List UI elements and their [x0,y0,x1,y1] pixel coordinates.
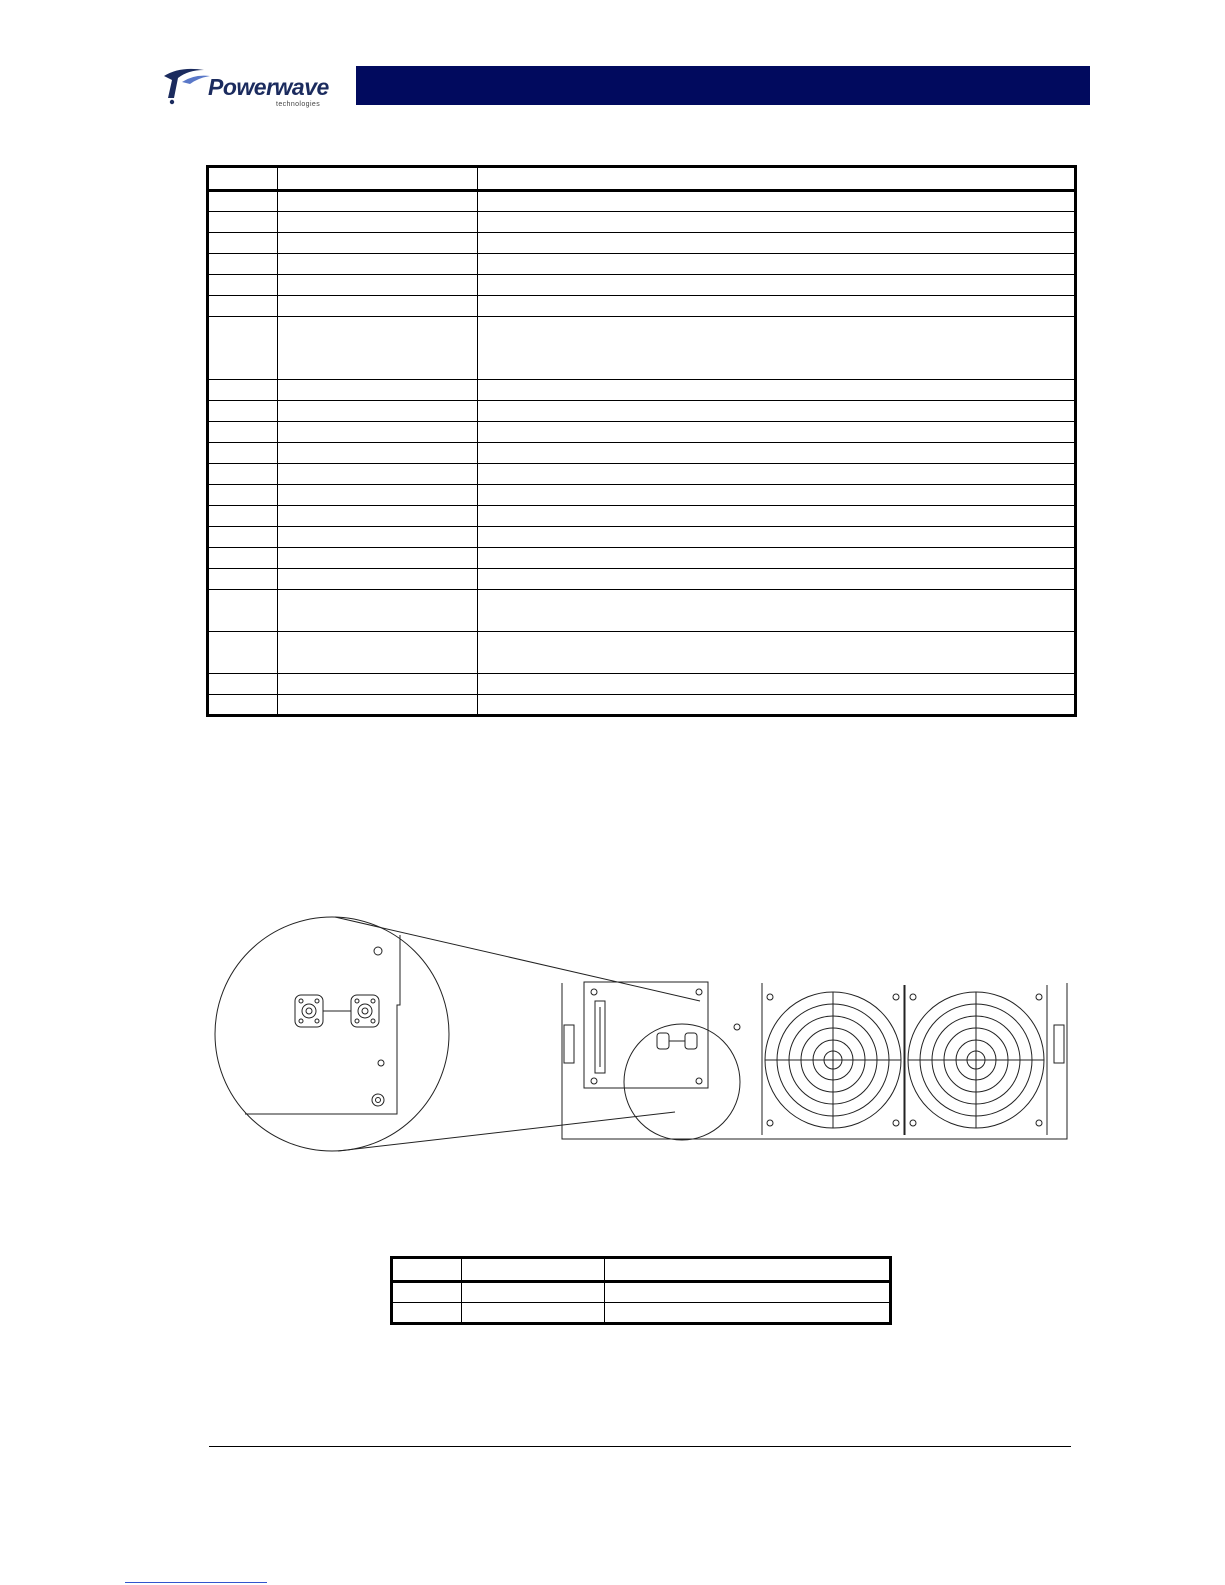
table-cell [208,632,278,674]
table-cell [392,1282,462,1303]
table-cell [278,590,478,632]
table-cell [278,401,478,422]
table-cell [278,167,478,191]
table-cell [478,527,1076,548]
table-row [208,275,1076,296]
table-cell [278,422,478,443]
powerwave-logo [160,64,340,112]
table-cell [278,380,478,401]
table-cell [478,275,1076,296]
table-row [208,443,1076,464]
table-cell [208,422,278,443]
table-cell [462,1258,605,1282]
table-cell [278,548,478,569]
logo-swoosh-icon [160,64,212,112]
table-cell [208,590,278,632]
logo-wordmark: Powerwave [208,74,329,100]
table-cell [478,464,1076,485]
table-cell [208,380,278,401]
table-header-row [208,167,1076,191]
table-cell [478,296,1076,317]
table-cell [478,233,1076,254]
table-cell [278,212,478,233]
table-cell [278,464,478,485]
table-cell [478,695,1076,716]
table-cell [278,674,478,695]
table-cell [208,527,278,548]
table-cell [208,296,278,317]
table-cell [462,1303,605,1324]
table-row [208,296,1076,317]
table-cell [605,1258,891,1282]
table-cell [208,167,278,191]
table-row [208,422,1076,443]
table-header-row [392,1258,891,1282]
table-cell [208,464,278,485]
table-cell [462,1282,605,1303]
table-row [392,1282,891,1303]
table-cell [208,254,278,275]
table-cell [278,191,478,212]
table-cell [478,317,1076,380]
table-cell [605,1282,891,1303]
table-cell [478,191,1076,212]
table-row [208,401,1076,422]
footer-link-underline [125,1582,267,1583]
table-cell [208,191,278,212]
table-cell [208,317,278,380]
table-cell [208,674,278,695]
header-bar [356,66,1090,105]
table-row [208,191,1076,212]
cooling-fan-icon [908,992,1044,1128]
table-row [208,548,1076,569]
table-cell [208,569,278,590]
table-row [208,674,1076,695]
table-cell [478,380,1076,401]
small-table [390,1256,892,1325]
table-cell [478,485,1076,506]
table-row [392,1303,891,1324]
table-cell [208,275,278,296]
table-cell [478,632,1076,674]
table-row [208,380,1076,401]
table-cell [278,527,478,548]
table-cell [278,632,478,674]
table-cell [478,590,1076,632]
table-row [208,233,1076,254]
table-row [208,569,1076,590]
table-cell [208,401,278,422]
magnified-connector-detail-icon [215,917,449,1151]
rear-panel-diagram [205,905,1075,1160]
cooling-fan-icon [765,992,901,1128]
table-cell [278,275,478,296]
table-row [208,464,1076,485]
table-cell [478,506,1076,527]
table-cell [478,548,1076,569]
table-cell [478,167,1076,191]
table-cell [478,674,1076,695]
table-cell [208,506,278,527]
table-row [208,590,1076,632]
table-cell [278,317,478,380]
table-cell [278,233,478,254]
table-cell [478,254,1076,275]
table-cell [278,695,478,716]
table-cell [605,1303,891,1324]
table-row [208,212,1076,233]
table-cell [278,443,478,464]
table-row [208,527,1076,548]
table-row [208,695,1076,716]
table-cell [478,443,1076,464]
table-cell [278,254,478,275]
table-cell [478,212,1076,233]
table-cell [278,569,478,590]
table-row [208,254,1076,275]
table-cell [208,485,278,506]
footer-rule [209,1446,1071,1447]
table-row [208,632,1076,674]
table-cell [478,401,1076,422]
table-row [208,485,1076,506]
main-table [206,165,1077,717]
table-cell [208,695,278,716]
table-cell [478,422,1076,443]
table-cell [208,233,278,254]
table-cell [208,212,278,233]
table-cell [392,1303,462,1324]
table-cell [208,548,278,569]
table-cell [278,506,478,527]
table-cell [278,296,478,317]
table-cell [478,569,1076,590]
table-row [208,317,1076,380]
logo-subtitle: technologies [276,101,321,108]
table-cell [208,443,278,464]
table-row [208,506,1076,527]
table-cell [278,485,478,506]
table-cell [392,1258,462,1282]
